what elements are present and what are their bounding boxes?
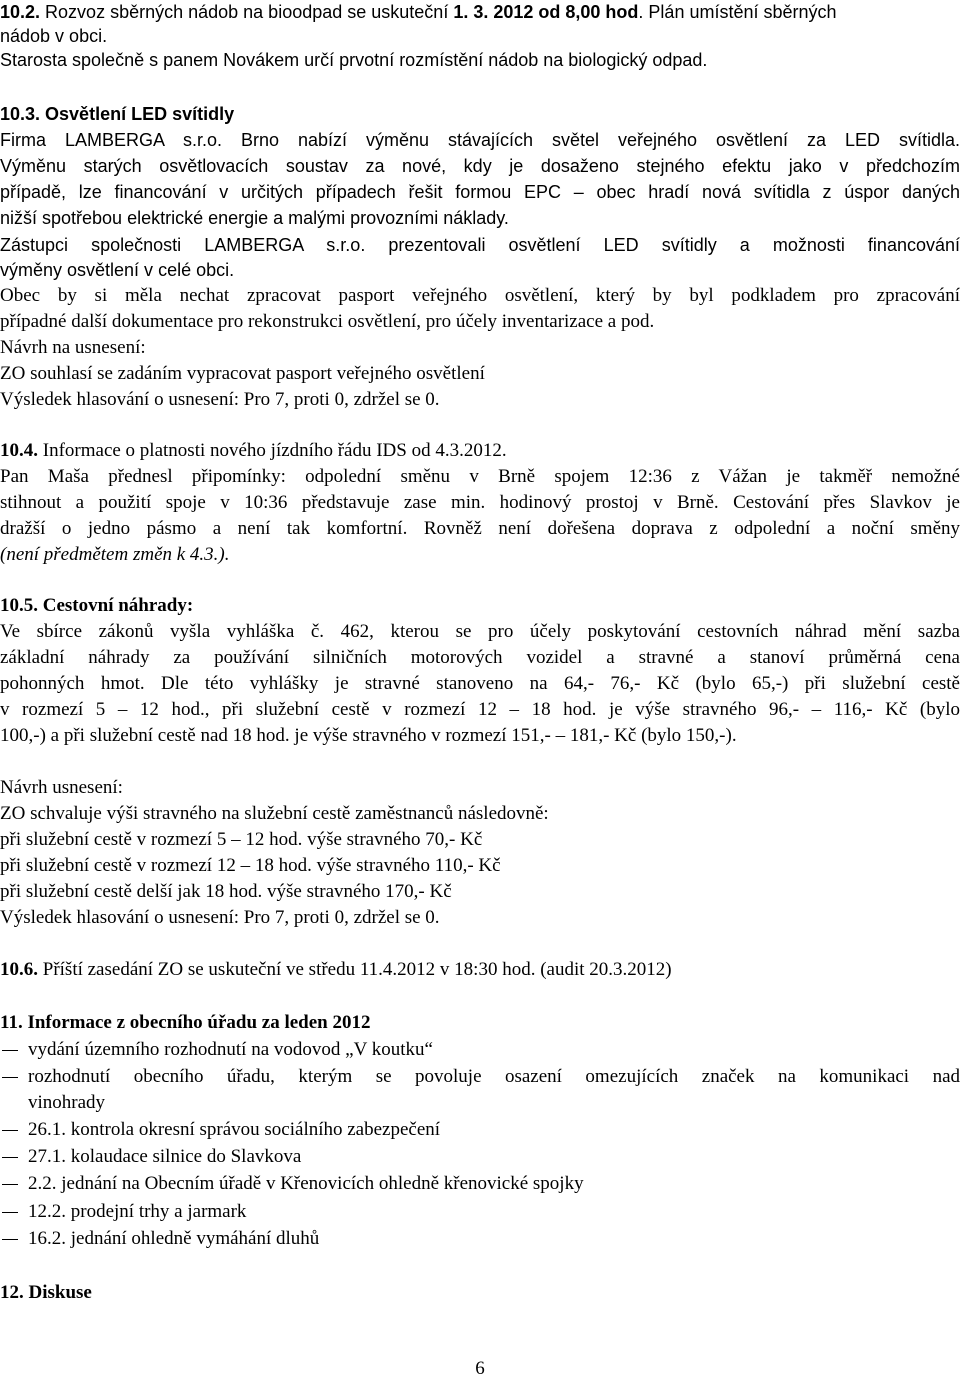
page-number: 6 (475, 1358, 485, 1379)
section-12-heading: 12. Diskuse (0, 1282, 92, 1303)
section-10-2-line-2: nádob v obci. (0, 26, 108, 46)
section-10-2-line-1: 10.2. Rozvoz sběrných nádob na bioodpad se uskuteční 1. 3. 2012 od 8,00 hod. Plán umístění sběrných (0, 2, 837, 22)
list-item-continuation: vinohrady (28, 1092, 106, 1113)
section-10-6: 10.6. Příští zasedání ZO se uskuteční ve středu 11.4.2012 v 18:30 hod. (audit 20.3.2012) (0, 959, 672, 980)
resolution-line: při služební cestě delší jak 18 hod. výše stravného 170,- Kč (0, 881, 452, 902)
dash-bullet (2, 1050, 18, 1051)
section-10-5-line: 100,-) a při služební cestě nad 18 hod. je výše stravného v rozmezí 151,- – 181,- Kč (bylo 150,-). (0, 725, 737, 746)
list-item: 27.1. kolaudace silnice do Slavkova (28, 1146, 302, 1167)
proposal-label: Návrh na usnesení: (0, 337, 146, 358)
list-item: 2.2. jednání na Obecním úřadě v Křenovicích ohledně křenovické spojky (28, 1173, 584, 1194)
dash-bullet (2, 1212, 18, 1213)
section-10-4-line: stihnout a použití spoje v 10:36 představuje zase min. hodinový prostoj v Brně. Cestování přes Slavkov je (0, 492, 960, 513)
section-10-2-line-3: Starosta společně s panem Novákem určí prvotní rozmístění nádob na biologický odpad. (0, 50, 708, 70)
section-11-heading: 11. Informace z obecního úřadu za leden 2012 (0, 1012, 371, 1033)
list-item: 26.1. kontrola okresní správou sociálního zabezpečení (28, 1119, 441, 1140)
section-10-5-line: Ve sbírce zákonů vyšla vyhláška č. 462, kterou se pro účely poskytování cestovních náhrad mění sazba (0, 621, 960, 642)
list-item: 16.2. jednání ohledně vymáhání dluhů (28, 1228, 320, 1249)
dash-bullet (2, 1077, 18, 1078)
dash-bullet (2, 1157, 18, 1158)
resolution-line: při služební cestě v rozmezí 5 – 12 hod. výše stravného 70,- Kč (0, 829, 483, 850)
section-10-3-line: Výměnu starých osvětlovacích soustav za nové, kdy je dosaženo stejného efektu jako v předchozím (0, 156, 960, 176)
vote-result: Výsledek hlasování o usnesení: Pro 7, proti 0, zdržel se 0. (0, 907, 440, 928)
section-10-3-line: nižší spotřebou elektrické energie a malými provozními náklady. (0, 208, 509, 228)
list-item: rozhodnutí obecního úřadu, kterým se povoluje osazení omezujících značek na komunikaci nad (28, 1066, 960, 1087)
dash-bullet (2, 1184, 18, 1185)
section-10-4-line: Pan Maša přednesl připomínky: odpolední směnu v Brně spojem 12:36 z Vážan je takměř nemožné (0, 466, 960, 487)
section-10-3-line: případě, lze financování v určitých případech řešit formou EPC – obec hradí nová svítidla z úspor daných (0, 182, 960, 202)
section-10-3-heading: 10.3. Osvětlení LED svítidly (0, 104, 235, 124)
section-10-5-line: v rozmezí 5 – 12 hod., při služební cestě v rozmezí 12 – 18 hod. je výše stravného 96,- – 116,- Kč (bylo (0, 699, 960, 720)
vote-result: Výsledek hlasování o usnesení: Pro 7, proti 0, zdržel se 0. (0, 389, 440, 410)
section-10-4-note: (není předmětem změn k 4.3.). (0, 544, 230, 565)
proposal-label: Návrh usnesení: (0, 777, 123, 798)
section-number: 10.2. (0, 2, 41, 22)
section-10-3-line: Zástupci společnosti LAMBERGA s.r.o. prezentovali osvětlení LED svítidly a možnosti financování (0, 235, 960, 255)
section-10-4-heading: 10.4. Informace o platnosti nového jízdního řádu IDS od 4.3.2012. (0, 440, 507, 461)
resolution-line: ZO schvaluje výši stravného na služební cestě zaměstnanců následovně: (0, 803, 549, 824)
section-10-3-line: výměny osvětlení v celé obci. (0, 260, 235, 280)
date-highlight: 1. 3. 2012 od 8,00 hod (453, 2, 639, 22)
list-item: vydání územního rozhodnutí na vodovod „V koutku“ (28, 1039, 433, 1060)
section-10-5-heading: 10.5. Cestovní náhrady: (0, 595, 194, 616)
section-10-3-paragraph-2-line-1: Obec by si měla nechat zpracovat pasport veřejného osvětlení, který by byl podkladem pro zpracování (0, 285, 960, 306)
section-10-5-line: pohonných hmot. Dle této vyhlášky je stravné stanoveno na 64,- 76,- Kč (bylo 65,-) při služební cestě (0, 673, 960, 694)
resolution-text: ZO souhlasí se zadáním vypracovat pasport veřejného osvětlení (0, 363, 485, 384)
section-10-5-line: základní náhrady za používání silničních motorových vozidel a stravné a stanoví průměrná cena (0, 647, 960, 668)
dash-bullet (2, 1239, 18, 1240)
resolution-line: při služební cestě v rozmezí 12 – 18 hod. výše stravného 110,- Kč (0, 855, 501, 876)
section-10-4-line: dražší o jedno pásmo a není tak komfortní. Rovněž není dořešena doprava z odpolední a noční směny (0, 518, 960, 539)
list-item: 12.2. prodejní trhy a jarmark (28, 1201, 247, 1222)
section-10-3-paragraph-2-line-2: případné další dokumentace pro rekonstrukci osvětlení, pro účely inventarizace a pod. (0, 311, 655, 332)
section-10-3-line: Firma LAMBERGA s.r.o. Brno nabízí výměnu stávajících světel veřejného osvětlení za LED svítidla. (0, 130, 960, 150)
dash-bullet (2, 1130, 18, 1131)
